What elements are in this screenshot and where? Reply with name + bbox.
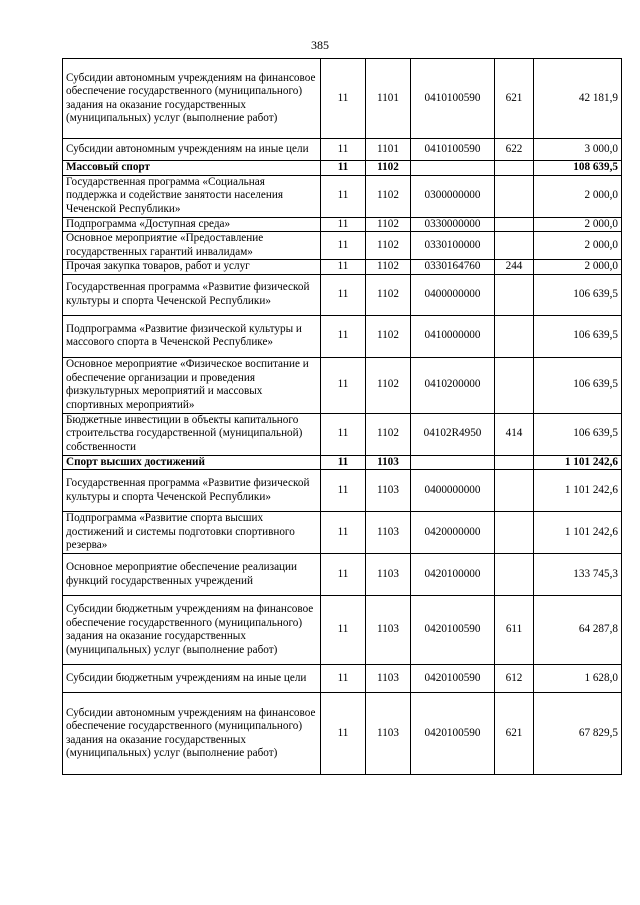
row-expense-type: 611 xyxy=(495,596,534,665)
row-expense-type xyxy=(495,175,534,217)
row-subsection: 1102 xyxy=(366,175,411,217)
row-name: Основное мероприятие «Физическое воспитание и обеспечение организации и проведения физкультурных мероприятий и массовых спортивных мероприятий» xyxy=(63,357,321,413)
row-subsection: 1103 xyxy=(366,470,411,512)
row-amount: 2 000,0 xyxy=(534,232,622,260)
table-row xyxy=(63,357,622,413)
row-expense-type: 414 xyxy=(495,413,534,455)
row-name: Субсидии автономным учреждениям на финансовое обеспечение государственного (муниципального) задания на оказание государственных (муниципальных) услуг (выполнение работ) xyxy=(63,693,321,775)
row-section: 11 xyxy=(321,596,366,665)
row-expense-type: 244 xyxy=(495,260,534,275)
table-row xyxy=(63,455,622,470)
row-amount: 1 101 242,6 xyxy=(534,512,622,554)
row-section: 11 xyxy=(321,315,366,357)
row-subsection: 1102 xyxy=(366,217,411,232)
table-row xyxy=(63,596,622,665)
row-subsection: 1103 xyxy=(366,693,411,775)
row-section: 11 xyxy=(321,413,366,455)
row-section: 11 xyxy=(321,175,366,217)
row-target-article: 0300000000 xyxy=(411,175,495,217)
row-name: Государственная программа «Развитие физической культуры и спорта Чеченской Республики» xyxy=(63,470,321,512)
table-row xyxy=(63,413,622,455)
row-expense-type xyxy=(495,232,534,260)
row-amount: 1 628,0 xyxy=(534,665,622,693)
table-row xyxy=(63,139,622,161)
table-row xyxy=(63,260,622,275)
row-amount: 106 639,5 xyxy=(534,413,622,455)
row-amount: 1 101 242,6 xyxy=(534,455,622,470)
row-target-article: 0410100590 xyxy=(411,59,495,139)
row-target-article: 0420000000 xyxy=(411,512,495,554)
row-target-article: 0410200000 xyxy=(411,357,495,413)
row-expense-type xyxy=(495,274,534,315)
row-section: 11 xyxy=(321,357,366,413)
row-expense-type xyxy=(495,455,534,470)
row-expense-type xyxy=(495,554,534,596)
row-subsection: 1101 xyxy=(366,59,411,139)
row-name: Спорт высших достижений xyxy=(63,455,321,470)
row-subsection: 1103 xyxy=(366,512,411,554)
row-target-article: 0330164760 xyxy=(411,260,495,275)
table-row xyxy=(63,175,622,217)
row-target-article: 0410000000 xyxy=(411,315,495,357)
row-name: Основное мероприятие обеспечение реализации функций государственных учреждений xyxy=(63,554,321,596)
table-row xyxy=(63,554,622,596)
row-expense-type xyxy=(495,161,534,176)
row-amount: 106 639,5 xyxy=(534,274,622,315)
row-subsection: 1102 xyxy=(366,274,411,315)
row-target-article xyxy=(411,455,495,470)
table-row xyxy=(63,665,622,693)
row-amount: 133 745,3 xyxy=(534,554,622,596)
row-amount: 2 000,0 xyxy=(534,217,622,232)
row-expense-type xyxy=(495,512,534,554)
budget-table xyxy=(62,58,622,775)
row-expense-type: 622 xyxy=(495,139,534,161)
row-expense-type: 621 xyxy=(495,693,534,775)
row-subsection: 1102 xyxy=(366,260,411,275)
table-row xyxy=(63,59,622,139)
row-target-article xyxy=(411,161,495,176)
row-section: 11 xyxy=(321,260,366,275)
row-amount: 42 181,9 xyxy=(534,59,622,139)
row-amount: 106 639,5 xyxy=(534,357,622,413)
row-name: Прочая закупка товаров, работ и услуг xyxy=(63,260,321,275)
row-name: Субсидии бюджетным учреждениям на иные цели xyxy=(63,665,321,693)
row-amount: 67 829,5 xyxy=(534,693,622,775)
row-expense-type xyxy=(495,217,534,232)
row-subsection: 1102 xyxy=(366,315,411,357)
row-name: Государственная программа «Развитие физической культуры и спорта Чеченской Республики» xyxy=(63,274,321,315)
row-subsection: 1101 xyxy=(366,139,411,161)
row-section: 11 xyxy=(321,274,366,315)
row-target-article: 0330100000 xyxy=(411,232,495,260)
row-section: 11 xyxy=(321,512,366,554)
table-row xyxy=(63,161,622,176)
row-amount: 1 101 242,6 xyxy=(534,470,622,512)
budget-table-body xyxy=(63,59,622,775)
row-amount: 2 000,0 xyxy=(534,175,622,217)
row-subsection: 1102 xyxy=(366,357,411,413)
page-number: 385 xyxy=(311,38,329,52)
row-name: Подпрограмма «Развитие спорта высших достижений и системы подготовки спортивного резерва» xyxy=(63,512,321,554)
row-target-article: 0420100590 xyxy=(411,596,495,665)
row-target-article: 0330000000 xyxy=(411,217,495,232)
row-section: 11 xyxy=(321,232,366,260)
row-expense-type: 621 xyxy=(495,59,534,139)
row-name: Государственная программа «Социальная поддержка и содействие занятости населения Чеченской Республики» xyxy=(63,175,321,217)
table-row xyxy=(63,512,622,554)
row-target-article: 0420100590 xyxy=(411,665,495,693)
row-section: 11 xyxy=(321,470,366,512)
row-name: Подпрограмма «Развитие физической культуры и массового спорта в Чеченской Республике» xyxy=(63,315,321,357)
row-target-article: 0420100590 xyxy=(411,693,495,775)
row-subsection: 1103 xyxy=(366,596,411,665)
row-amount: 2 000,0 xyxy=(534,260,622,275)
row-expense-type xyxy=(495,315,534,357)
row-amount: 64 287,8 xyxy=(534,596,622,665)
row-target-article: 0410100590 xyxy=(411,139,495,161)
row-section: 11 xyxy=(321,59,366,139)
row-expense-type xyxy=(495,357,534,413)
row-target-article: 0420100000 xyxy=(411,554,495,596)
row-name: Бюджетные инвестиции в объекты капитального строительства государственной (муниципальной) собственности xyxy=(63,413,321,455)
table-row xyxy=(63,470,622,512)
row-name: Субсидии автономным учреждениям на иные цели xyxy=(63,139,321,161)
row-section: 11 xyxy=(321,161,366,176)
row-section: 11 xyxy=(321,554,366,596)
row-target-article: 0400000000 xyxy=(411,470,495,512)
row-section: 11 xyxy=(321,139,366,161)
row-section: 11 xyxy=(321,455,366,470)
row-subsection: 1102 xyxy=(366,161,411,176)
row-amount: 106 639,5 xyxy=(534,315,622,357)
row-section: 11 xyxy=(321,665,366,693)
row-subsection: 1103 xyxy=(366,455,411,470)
row-name: Субсидии автономным учреждениям на финансовое обеспечение государственного (муниципального) задания на оказание государственных (муниципальных) услуг (выполнение работ) xyxy=(63,59,321,139)
row-name: Подпрограмма «Доступная среда» xyxy=(63,217,321,232)
table-row xyxy=(63,232,622,260)
row-subsection: 1103 xyxy=(366,665,411,693)
row-amount: 108 639,5 xyxy=(534,161,622,176)
row-name: Основное мероприятие «Предоставление государственных гарантий инвалидам» xyxy=(63,232,321,260)
row-subsection: 1102 xyxy=(366,232,411,260)
row-target-article: 0400000000 xyxy=(411,274,495,315)
row-expense-type xyxy=(495,470,534,512)
row-subsection: 1102 xyxy=(366,413,411,455)
row-target-article: 04102R4950 xyxy=(411,413,495,455)
row-section: 11 xyxy=(321,693,366,775)
table-row xyxy=(63,315,622,357)
row-subsection: 1103 xyxy=(366,554,411,596)
table-row xyxy=(63,274,622,315)
row-expense-type: 612 xyxy=(495,665,534,693)
row-section: 11 xyxy=(321,217,366,232)
row-name: Массовый спорт xyxy=(63,161,321,176)
table-row xyxy=(63,217,622,232)
row-name: Субсидии бюджетным учреждениям на финансовое обеспечение государственного (муниципального) задания на оказание государственных (муниципальных) услуг (выполнение работ) xyxy=(63,596,321,665)
table-row xyxy=(63,693,622,775)
row-amount: 3 000,0 xyxy=(534,139,622,161)
